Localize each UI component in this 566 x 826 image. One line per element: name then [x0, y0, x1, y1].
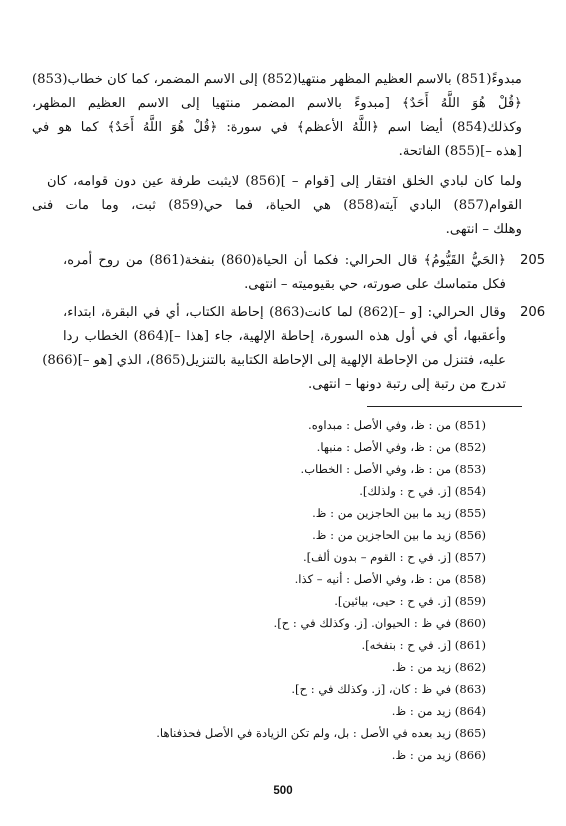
footnote: (864) زيد من : ظ. — [391, 704, 486, 718]
footnote: (852) من : ظ، وفي الأصل : منبها. — [316, 440, 486, 454]
footnote: (853) من : ظ، وفي الأصل : الخطاب. — [300, 462, 486, 476]
body-line: القوام(857) البادي آيته(858) هي الحياة، فما حي(859) ثبت، وما مات فنى — [32, 198, 522, 213]
footnote: (855) زيد ما بين الحاجزين من : ظ. — [312, 506, 486, 520]
footnote: (860) في ظ : الحيوان. [ز. وكذلك في : ح]. — [273, 616, 486, 630]
body-line: وقال الحرالي: [و –](862) لما كانت(863) إحاطة الكتاب، أي في البقرة، ابتداء، — [63, 305, 506, 320]
body-line: فكل متماسك على صورته، حي بقيوميته – انتهى. — [244, 277, 506, 292]
paragraph-number: 205 — [520, 253, 546, 268]
footnote: (854) [ز. في ح : ولذلك]. — [359, 484, 486, 498]
footnote: (851) من : ظ، وفي الأصل : مبداوه. — [308, 418, 486, 432]
footnote: (861) [ز. في ح : بنفخه]. — [361, 638, 486, 652]
body-line: ﴿الحَيُّ القَيُّومُ﴾ قال الحرالي: فكما أن الحياة(860) بنفخة(861) من روح أمره، — [63, 253, 506, 268]
body-line: تدرج من رتبة إلى رتبة دونها – انتهى. — [308, 377, 506, 392]
body-line: عليه، فتنزل من الإحاطة الإلهية إلى الإحاطة الكتابية بالتنزيل(865)، الذي [هو –](866) — [42, 353, 506, 368]
footnote: (858) من : ظ، وفي الأصل : أنيه – كذا. — [294, 572, 486, 586]
footnote: (857) [ز. في ح : القوم – بدون ألف]. — [302, 550, 486, 564]
page-number: 500 — [273, 785, 293, 797]
body-line: مبدوءً(851) بالاسم العظيم المظهر منتهيا(852) إلى الاسم المضمر، كما كان خطاب(853) — [32, 72, 522, 87]
body-line: ﴿قُلْ هُوَ اللَّهُ أَحَدٌ﴾ [مبدوءً بالاسم المضمر منتهيا إلى الاسم العظيم المظهر، — [32, 96, 522, 111]
footnote: (859) [ز. في ح : حيى، بيائين]. — [334, 594, 486, 608]
paragraph-number: 206 — [520, 305, 546, 320]
footnote-separator — [367, 406, 522, 407]
footnote: (865) زيد بعده في الأصل : بل، ولم تكن الزيادة في الأصل فحذفناها. — [156, 726, 486, 740]
body-line: ولما كان لبادي الخلق افتقار إلى [قوام – ](856) لايثبت طرفة عين دون قوامه، كان — [47, 174, 522, 189]
body-line: [هذه –](855) الفاتحة. — [398, 144, 522, 159]
body-line: وكذلك(854) أيضا اسم ﴿اللَّهُ الأعظم﴾ في سورة: ﴿قُلْ هُوَ اللَّهُ أَحَدٌ﴾ كما هو في — [32, 120, 522, 135]
footnote: (866) زيد من : ظ. — [391, 748, 486, 762]
body-line: وهلك – انتهى. — [445, 222, 522, 237]
body-line: وأعقبها، أي في أول هذه السورة، إحاطة الإلهية، جاء [هذا –](864) الخطاب ردا — [63, 329, 506, 344]
footnote: (863) في ظ : كان، [ز. وكذلك في : ح]. — [291, 682, 486, 696]
footnote: (862) زيد من : ظ. — [391, 660, 486, 674]
footnote: (856) زيد ما بين الحاجزين من : ظ. — [312, 528, 486, 542]
